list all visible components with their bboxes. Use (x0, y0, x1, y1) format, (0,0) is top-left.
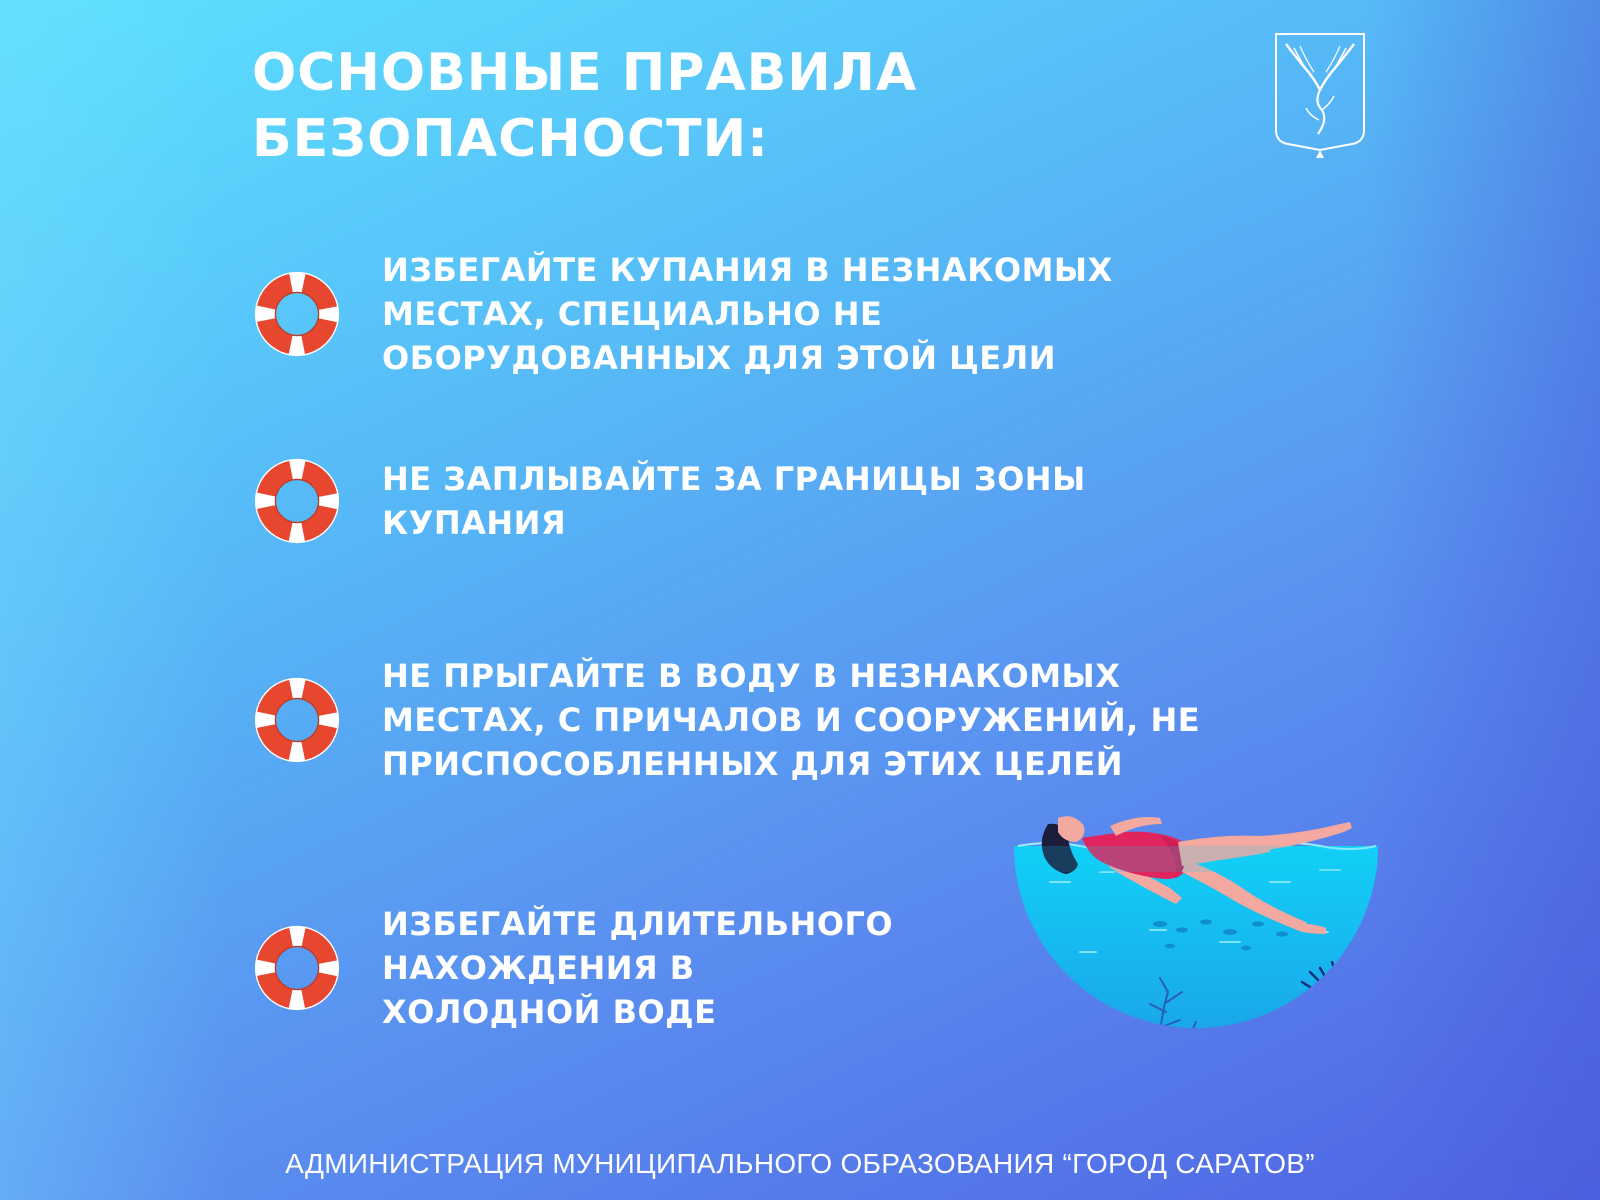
lifebuoy-icon (252, 923, 342, 1013)
rule-text-1 (382, 248, 1113, 380)
city-emblem-icon (1272, 30, 1368, 160)
page-title (252, 40, 917, 172)
rule-text-line: КУПАНИЯ (382, 504, 567, 542)
lifebuoy-icon (252, 269, 342, 359)
lifebuoy-icon (252, 456, 342, 546)
rule-item-1 (252, 248, 1113, 380)
rule-item-3 (252, 654, 1200, 786)
rule-text-line: ИЗБЕГАЙТЕ ДЛИТЕЛЬНОГО (382, 905, 894, 943)
background-fade-left (0, 0, 230, 1200)
rule-text-line: МЕСТАХ, С ПРИЧАЛОВ И СООРУЖЕНИЙ, НЕ (382, 701, 1201, 739)
title-line-1: ОСНОВНЫЕ ПРАВИЛА (252, 43, 918, 103)
rule-text-line: НЕ ПРЫГАЙТЕ В ВОДУ В НЕЗНАКОМЫХ (382, 657, 1121, 695)
rule-text-2 (382, 457, 1086, 545)
rule-text-line: МЕСТАХ, СПЕЦИАЛЬНО НЕ (382, 295, 883, 333)
rule-text-line: ПРИСПОСОБЛЕННЫХ ДЛЯ ЭТИХ ЦЕЛЕЙ (382, 745, 1124, 783)
rule-text-4 (382, 902, 893, 1034)
footer-caption: АДМИНИСТРАЦИЯ МУНИЦИПАЛЬНОГО ОБРАЗОВАНИЯ “ГОРОД САРАТОВ” (285, 1148, 1315, 1179)
rule-item-2 (252, 456, 1086, 546)
rule-text-line: ХОЛОДНОЙ ВОДЕ (382, 993, 717, 1031)
rule-item-4 (252, 902, 893, 1034)
rule-text-3 (382, 654, 1200, 786)
lifebuoy-icon (252, 675, 342, 765)
title-line-2: БЕЗОПАСНОСТИ: (252, 109, 769, 169)
rule-text-line: НАХОЖДЕНИЯ В (382, 949, 695, 987)
swimmer-illustration (1010, 812, 1382, 1080)
background-fade-right (1370, 0, 1600, 1200)
rule-text-line: ИЗБЕГАЙТЕ КУПАНИЯ В НЕЗНАКОМЫХ (382, 251, 1113, 289)
rule-text-line: НЕ ЗАПЛЫВАЙТЕ ЗА ГРАНИЦЫ ЗОНЫ (382, 460, 1086, 498)
rule-text-line: ОБОРУДОВАННЫХ ДЛЯ ЭТОЙ ЦЕЛИ (382, 339, 1057, 377)
